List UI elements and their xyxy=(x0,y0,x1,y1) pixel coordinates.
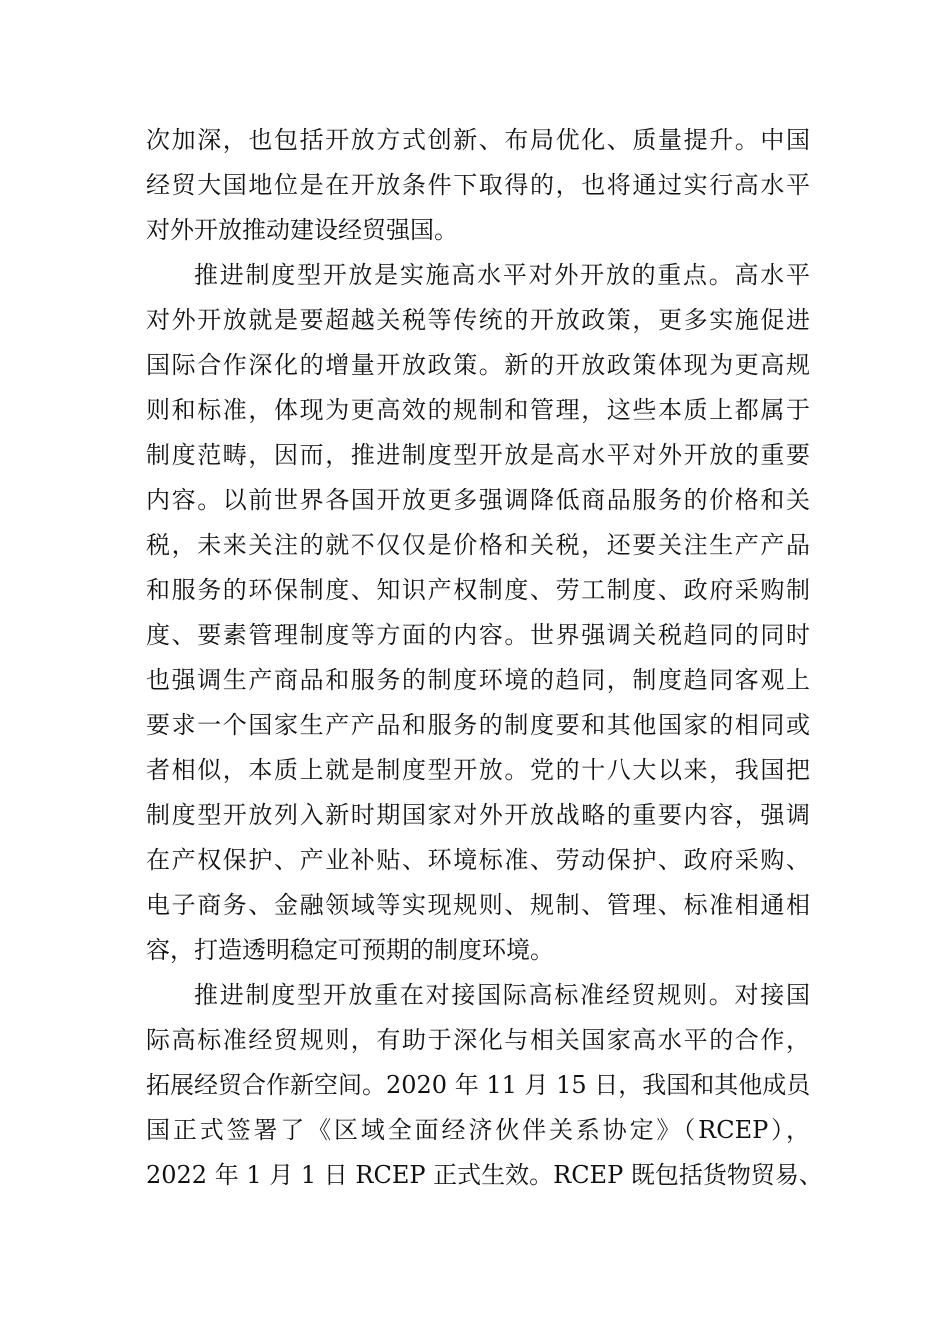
text-line: 要求一个国家生产产品和服务的制度要和其他国家的相同或 xyxy=(146,711,810,739)
text-line: 内容。以前世界各国开放更多强调降低商品服务的价格和关 xyxy=(146,486,810,514)
text-line: 和服务的环保制度、知识产权制度、劳工制度、政府采购制 xyxy=(146,576,810,604)
text-line: 国际合作深化的增量开放政策。新的开放政策体现为更高规 xyxy=(146,351,810,379)
text-line: 次加深，也包括开放方式创新、布局优化、质量提升。中国 xyxy=(146,126,810,154)
text-line: 者相似，本质上就是制度型开放。党的十八大以来，我国把 xyxy=(146,756,810,784)
text-line: 也强调生产商品和服务的制度环境的趋同，制度趋同客观上 xyxy=(146,666,810,694)
text-line: 拓展经贸合作新空间。2020 年 11 月 15 日，我国和其他成员 xyxy=(146,1071,811,1099)
text-line: 对外开放就是要超越关税等传统的开放政策，更多实施促进 xyxy=(146,306,810,334)
text-line: 推进制度型开放是实施高水平对外开放的重点。高水平 xyxy=(194,261,810,289)
paragraph-2 xyxy=(146,253,810,973)
text-line: 则和标准，体现为更高效的规制和管理，这些本质上都属于 xyxy=(146,396,810,424)
text-line: 经贸大国地位是在开放条件下取得的，也将通过实行高水平 xyxy=(146,171,810,199)
text-line: 税，未来关注的就不仅仅是价格和关税，还要关注生产产品 xyxy=(146,531,810,559)
text-line: 制度范畴，因而，推进制度型开放是高水平对外开放的重要 xyxy=(146,441,810,469)
text-line: 电子商务、金融领域等实现规则、规制、管理、标准相通相 xyxy=(146,891,810,919)
paragraph-1 xyxy=(146,118,810,253)
text-line: 际高标准经贸规则，有助于深化与相关国家高水平的合作， xyxy=(146,1026,810,1054)
text-line: 2022 年 1 月 1 日 RCEP 正式生效。RCEP 既包括货物贸易、 xyxy=(146,1161,823,1189)
text-line: 推进制度型开放重在对接国际高标准经贸规则。对接国 xyxy=(194,981,810,1009)
text-line: 制度型开放列入新时期国家对外开放战略的重要内容，强调 xyxy=(146,801,810,829)
text-line: 在产权保护、产业补贴、环境标准、劳动保护、政府采购、 xyxy=(146,846,810,874)
text-line: 国正式签署了《区域全面经济伙伴关系协定》（RCEP）， xyxy=(146,1116,810,1144)
paragraph-3 xyxy=(146,973,823,1198)
text-line: 容，打造透明稳定可预期的制度环境。 xyxy=(146,936,554,964)
text-line: 对外开放推动建设经贸强国。 xyxy=(146,216,458,244)
body-text xyxy=(146,118,823,1198)
text-line: 度、要素管理制度等方面的内容。世界强调关税趋同的同时 xyxy=(146,621,810,649)
